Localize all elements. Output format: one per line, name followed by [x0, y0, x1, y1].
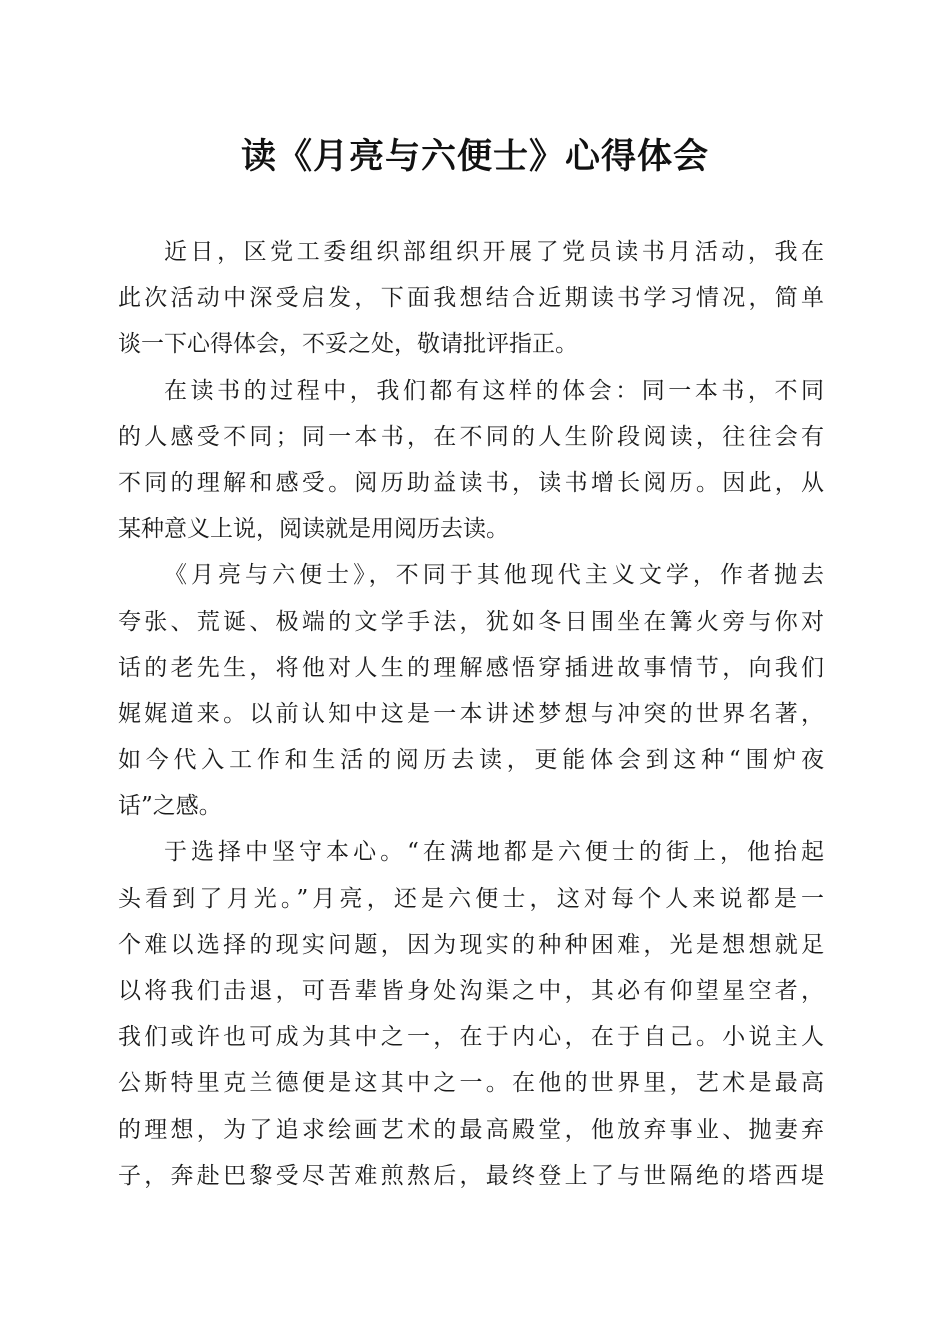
text-line: 《月亮与六便士》，不同于其他现代主义文学，作者抛去	[164, 562, 824, 589]
text-line: 子，奔赴巴黎受尽苦难煎熬后，最终登上了与世隔绝的塔西堤	[118, 1162, 824, 1189]
text-line: 的理想，为了追求绘画艺术的最高殿堂，他放弃事业、抛妻弃	[118, 1116, 824, 1143]
text-line: 公斯特里克兰德便是这其中之一。在他的世界里，艺术是最高	[118, 1070, 824, 1097]
text-line: 个难以选择的现实问题，因为现实的种种困难，光是想想就足	[118, 931, 824, 958]
text-line: 谈一下心得体会，不妥之处，敬请批评指正。	[118, 331, 578, 358]
text-line: 如今代入工作和生活的阅历去读，更能体会到这种“围炉夜	[118, 747, 824, 774]
page-title: 读《月亮与六便士》心得体会	[240, 136, 709, 177]
text-line: 以将我们击退，可吾辈皆身处沟渠之中，其必有仰望星空者，	[118, 978, 824, 1004]
text-line: 我们或许也可成为其中之一，在于内心，在于自己。小说主人	[118, 1024, 824, 1051]
text-line: 的人感受不同；同一本书，在不同的人生阶段阅读，往往会有	[118, 423, 824, 450]
document-body	[118, 229, 824, 1199]
text-line: 娓娓道来。以前认知中这是一本讲述梦想与冲突的世界名著，	[118, 700, 824, 727]
text-line: 近日，区党工委组织部组织开展了党员读书月活动，我在	[164, 239, 824, 265]
text-line: 不同的理解和感受。阅历助益读书，读书增长阅历。因此，从	[118, 469, 824, 496]
text-line: 此次活动中深受启发，下面我想结合近期读书学习情况，简单	[118, 285, 824, 312]
text-line: 夸张、荒诞、极端的文学手法，犹如冬日围坐在篝火旁与你对	[118, 608, 824, 635]
text-line: 头看到了月光。”月亮，还是六便士，这对每个人来说都是一	[118, 885, 824, 912]
text-line: 话”之感。	[118, 793, 222, 820]
text-line: 话的老先生，将他对人生的理解感悟穿插进故事情节，向我们	[118, 654, 824, 681]
text-line: 于选择中坚守本心。“在满地都是六便士的街上，他抬起	[164, 839, 824, 866]
text-line: 在读书的过程中，我们都有这样的体会：同一本书，不同	[164, 377, 824, 404]
text-line: 某种意义上说，阅读就是用阅历去读。	[118, 516, 509, 543]
